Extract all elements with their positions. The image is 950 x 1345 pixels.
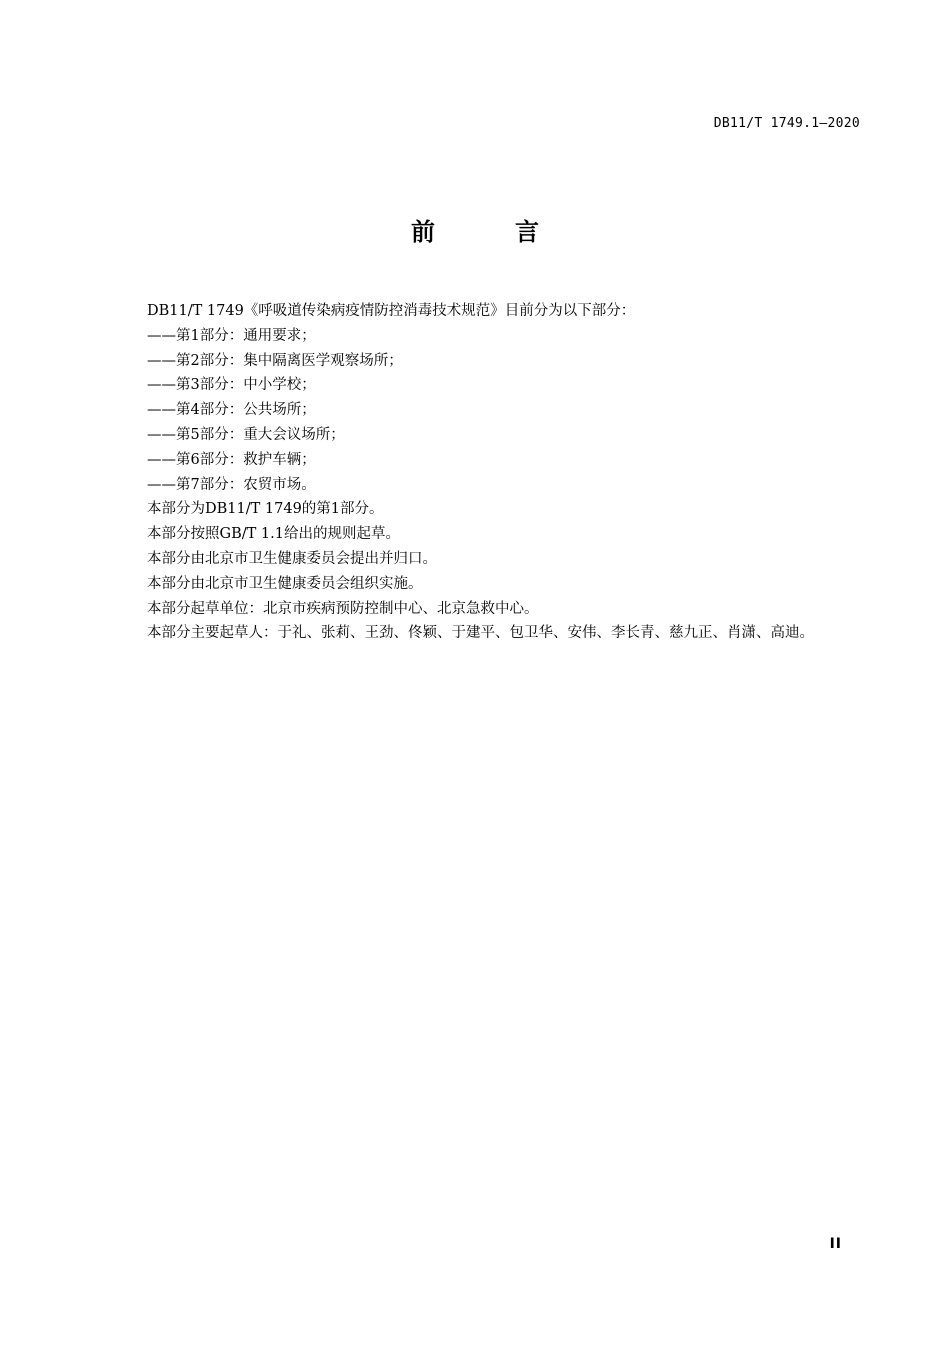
list-item: ——第7部分：农贸市场。 — [147, 476, 316, 493]
list-item: ——第3部分：中小学校； — [147, 377, 316, 394]
page-title: 前 言 — [411, 218, 567, 246]
paragraph-drafting-rules: 本部分按照GB/T 1.1给出的规则起草。 — [147, 526, 400, 543]
paragraph-drafters: 本部分主要起草人：于礼、张莉、王劲、佟颖、于建平、包卫华、安伟、李长青、慈九正、肖潇、高迪。 — [147, 625, 814, 642]
document-code: DB11/T 1749.1—2020 — [713, 116, 860, 131]
paragraph-part-statement: 本部分为DB11/T 1749的第1部分。 — [147, 501, 384, 518]
parts-list — [114, 324, 864, 498]
paragraph-drafting-units: 本部分起草单位：北京市疾病预防控制中心、北京急救中心。 — [147, 600, 539, 617]
list-item: ——第4部分：公共场所； — [147, 402, 316, 419]
list-item: ——第6部分：救护车辆； — [147, 451, 316, 468]
page-number: II — [829, 1236, 842, 1252]
list-item: ——第1部分：通用要求； — [147, 327, 316, 344]
intro-paragraph: DB11/T 1749《呼吸道传染病疫情防控消毒技术规范》目前分为以下部分： — [147, 303, 636, 319]
paragraph-implementer: 本部分由北京市卫生健康委员会组织实施。 — [147, 575, 423, 592]
list-item: ——第2部分：集中隔离医学观察场所； — [147, 352, 403, 369]
paragraph-proposer: 本部分由北京市卫生健康委员会提出并归口。 — [147, 550, 437, 567]
list-item: ——第5部分：重大会议场所； — [147, 426, 345, 443]
foreword-body — [114, 299, 864, 646]
